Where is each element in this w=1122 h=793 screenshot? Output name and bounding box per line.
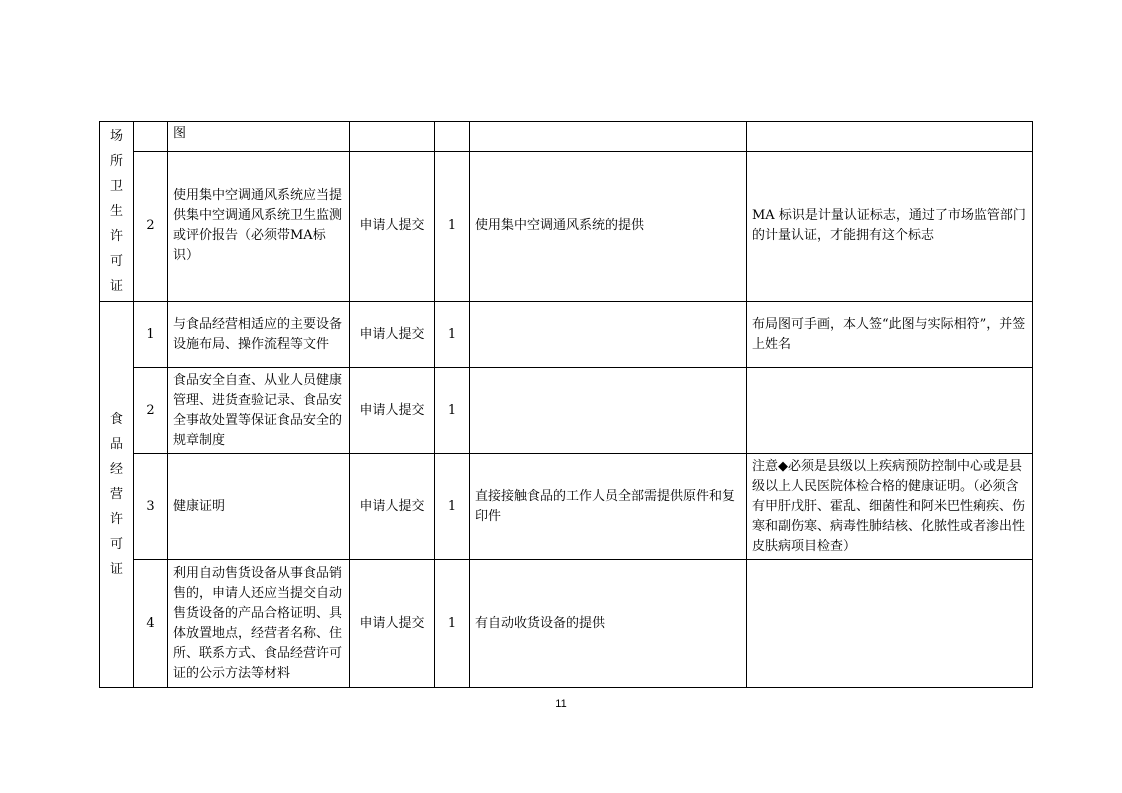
table-row bbox=[100, 454, 1033, 560]
submit-condition bbox=[470, 368, 747, 454]
category-label: 食品经营许可证 bbox=[109, 412, 123, 577]
material-name: 食品安全自查、从业人员健康管理、进货查验记录、食品安全事故处置等保证食品安全的规章制度 bbox=[168, 368, 350, 454]
page-number: 11 bbox=[555, 698, 567, 710]
material-name: 健康证明 bbox=[168, 454, 350, 560]
row-number: 2 bbox=[134, 368, 168, 454]
note bbox=[747, 368, 1033, 454]
material-source: 申请人提交 bbox=[350, 151, 435, 301]
note bbox=[747, 560, 1033, 688]
material-count: 1 bbox=[435, 368, 470, 454]
material-source: 申请人提交 bbox=[350, 560, 435, 688]
submit-condition: 直接接触食品的工作人员全部需提供原件和复印件 bbox=[470, 454, 747, 560]
material-name: 图 bbox=[168, 122, 350, 152]
category-label: 场所卫生许可证 bbox=[109, 129, 123, 294]
category-cell bbox=[100, 122, 134, 302]
row-number: 4 bbox=[134, 560, 168, 688]
row-number: 2 bbox=[134, 151, 168, 301]
material-count: 1 bbox=[435, 302, 470, 368]
table-row bbox=[100, 368, 1033, 454]
category-cell bbox=[100, 302, 134, 688]
submit-condition bbox=[470, 122, 747, 152]
row-number: 3 bbox=[134, 454, 168, 560]
material-name: 与食品经营相适应的主要设备设施布局、操作流程等文件 bbox=[168, 302, 350, 368]
note: 布局图可手画，本人签“此图与实际相符”，并签上姓名 bbox=[747, 302, 1033, 368]
material-source: 申请人提交 bbox=[350, 302, 435, 368]
row-number bbox=[134, 122, 168, 152]
note: 注意◆必须是县级以上疾病预防控制中心或是县级以上人民医院体检合格的健康证明。（必须含有甲肝戊肝、霍乱、细菌性和阿米巴性痢疾、伤寒和副伤寒、病毒性肺结核、化脓性或者渗出性皮肤病项目检查） bbox=[747, 454, 1033, 560]
material-name: 利用自动售货设备从事食品销售的，申请人还应当提交自动售货设备的产品合格证明、具体放置地点，经营者名称、住所、联系方式、食品经营许可证的公示方法等材料 bbox=[168, 560, 350, 688]
table-row bbox=[100, 302, 1033, 368]
material-source: 申请人提交 bbox=[350, 454, 435, 560]
material-count bbox=[435, 122, 470, 152]
submit-condition: 有自动收货设备的提供 bbox=[470, 560, 747, 688]
submit-condition: 使用集中空调通风系统的提供 bbox=[470, 151, 747, 301]
note bbox=[747, 122, 1033, 152]
materials-table bbox=[99, 121, 1033, 688]
table-row bbox=[100, 122, 1033, 152]
material-name: 使用集中空调通风系统应当提供集中空调通风系统卫生监测或评价报告（必须带MA标识） bbox=[168, 151, 350, 301]
note: MA 标识是计量认证标志，通过了市场监管部门的计量认证，才能拥有这个标志 bbox=[747, 151, 1033, 301]
material-source: 申请人提交 bbox=[350, 368, 435, 454]
table-row bbox=[100, 560, 1033, 688]
table-row bbox=[100, 151, 1033, 301]
row-number: 1 bbox=[134, 302, 168, 368]
submit-condition bbox=[470, 302, 747, 368]
material-source bbox=[350, 122, 435, 152]
material-count: 1 bbox=[435, 560, 470, 688]
material-count: 1 bbox=[435, 454, 470, 560]
material-count: 1 bbox=[435, 151, 470, 301]
